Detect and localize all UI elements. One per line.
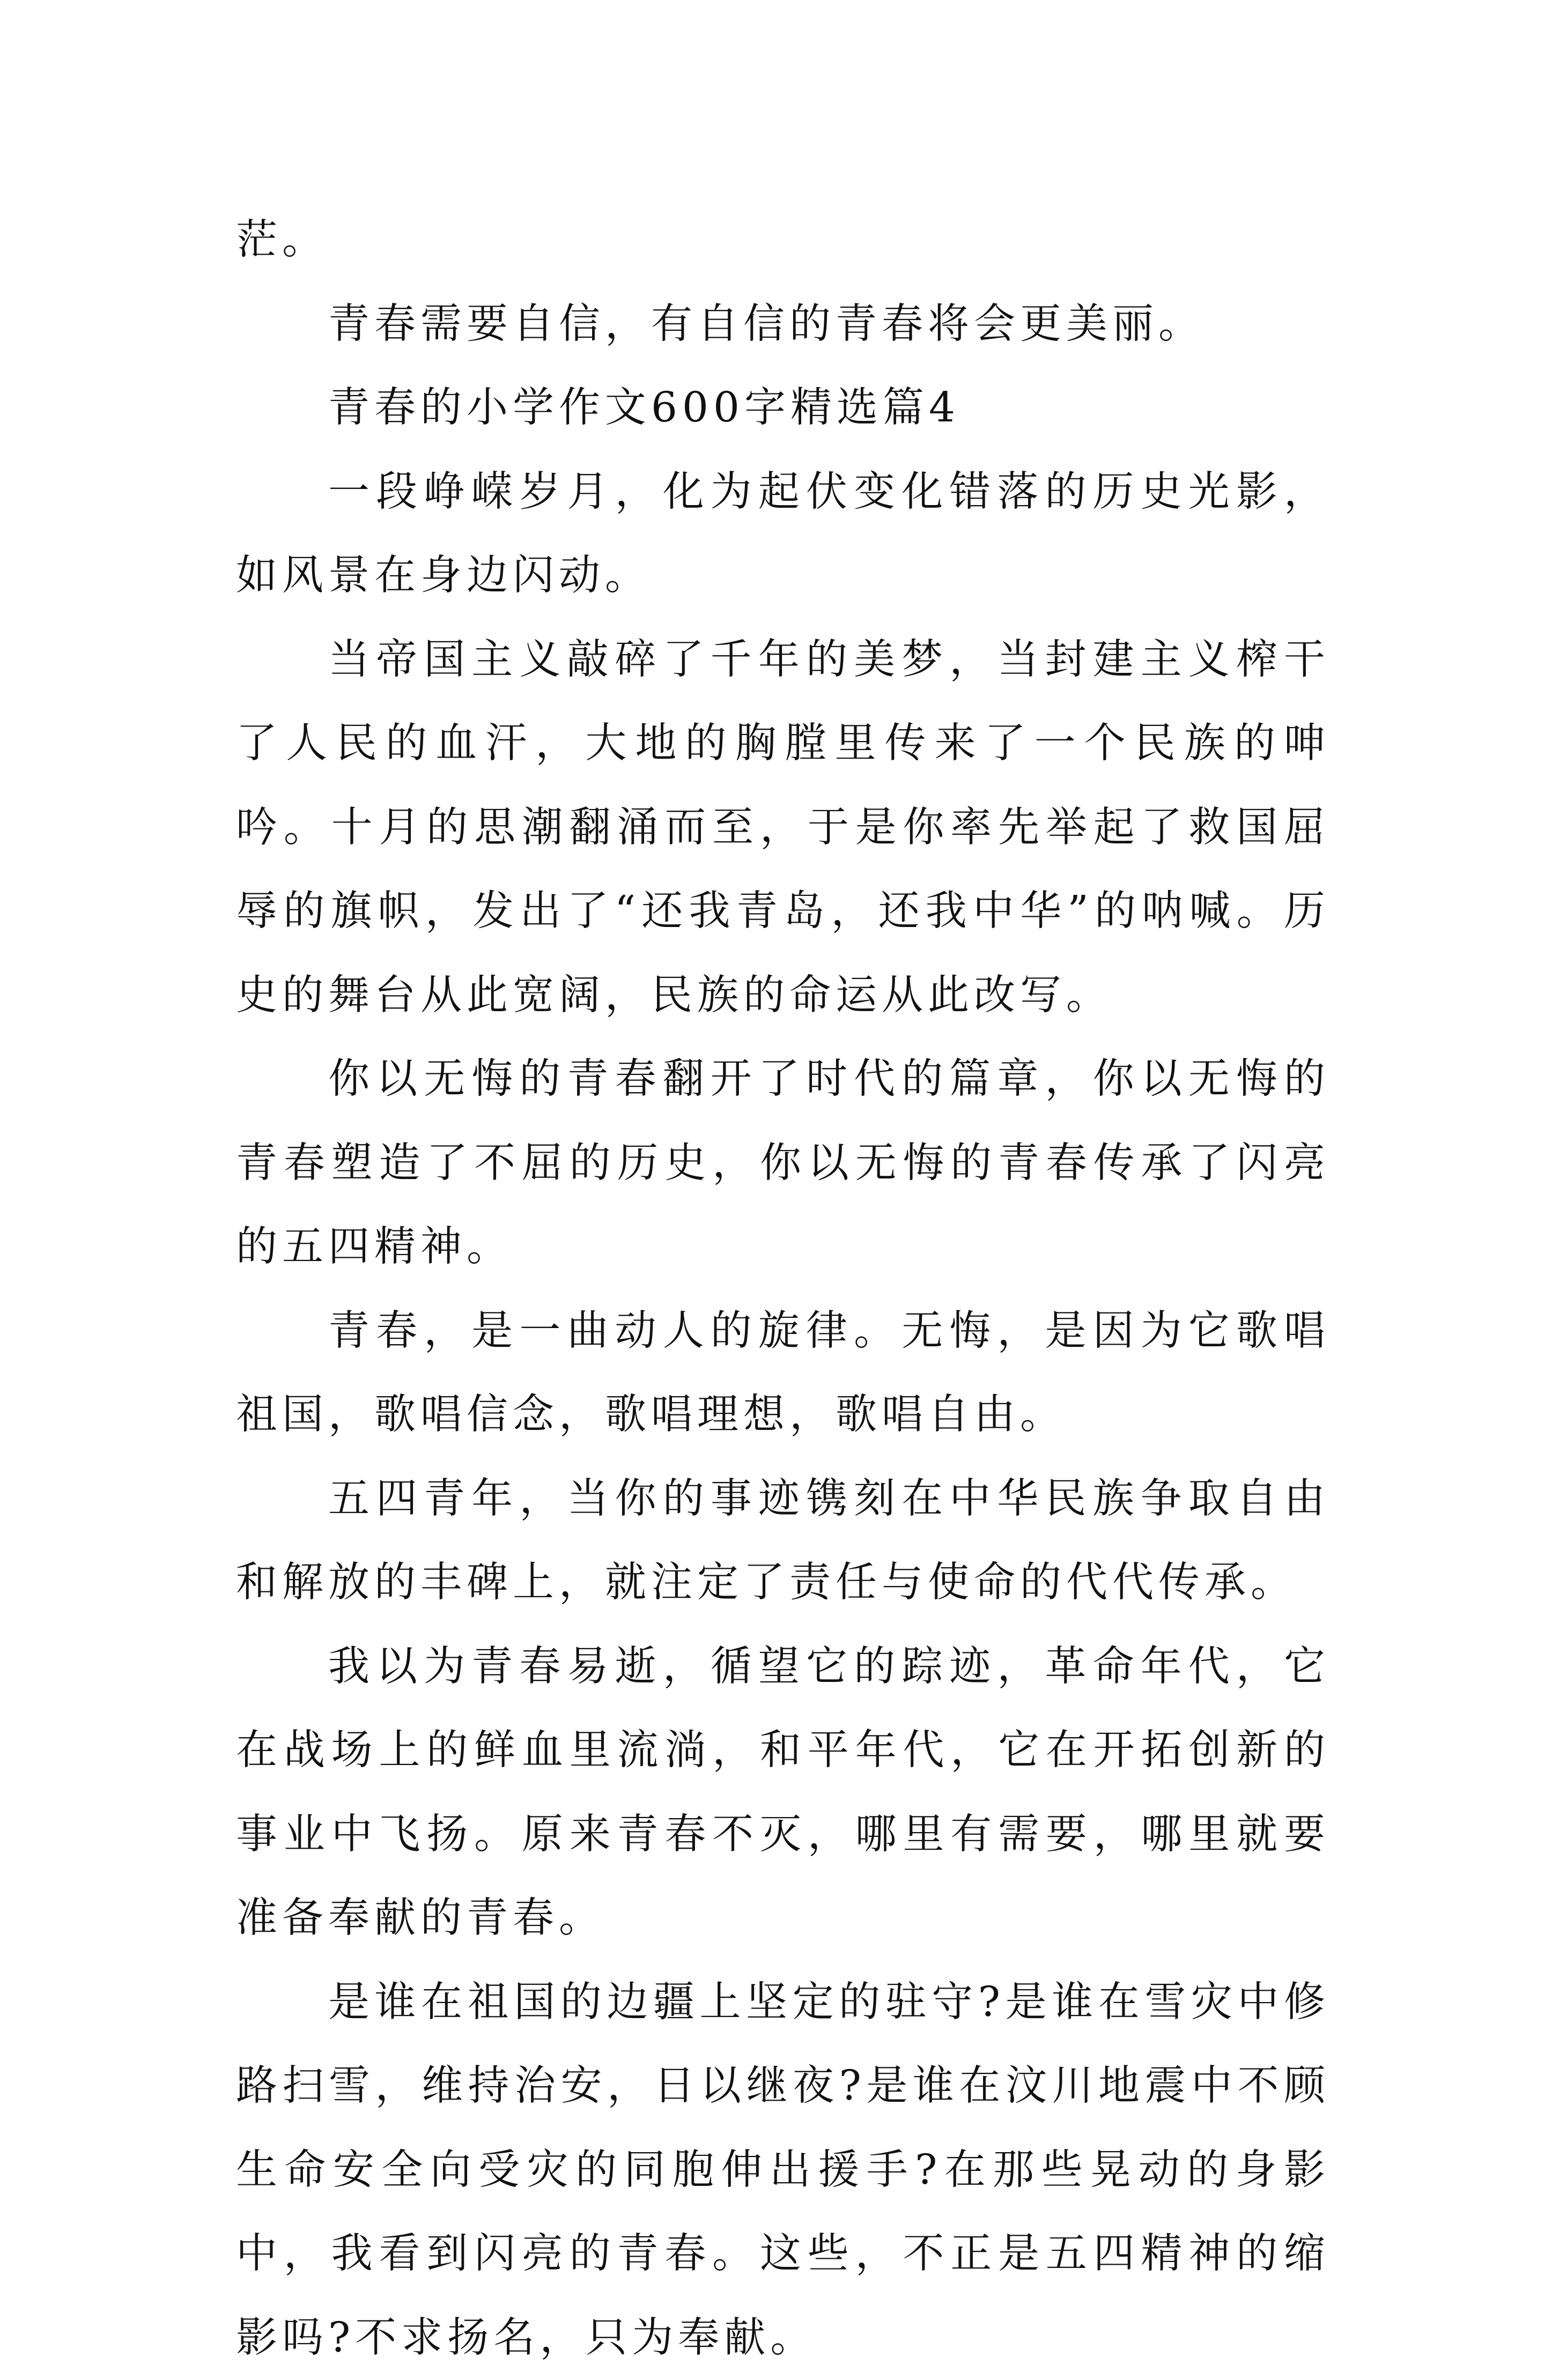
paragraph: 当帝国主义敲碎了千年的美梦，当封建主义榨干了人民的血汗，大地的胸膛里传来了一个民族的呻吟。十月的思潮翻涌而至，于是你率先举起了救国屈辱的旗帜，发出了“还我青岛，还我中华”的呐喊。历史的舞台从此宽阔，民族的命运从此改写。 <box>236 618 1330 1038</box>
paragraph: 是谁在祖国的边疆上坚定的驻守?是谁在雪灾中修路扫雪，维持治安，日以继夜?是谁在汶川地震中不顾生命安全向受灾的同胞伸出援手?在那些晃动的身影中，我看到闪亮的青春。这些，不正是五四精神的缩影吗?不求扬名，只为奉献。 <box>236 1961 1330 2380</box>
paragraph: 我以为青春易逝，循望它的踪迹，革命年代，它在战场上的鲜血里流淌，和平年代，它在开拓创新的事业中飞扬。原来青春不灭，哪里有需要，哪里就要准备奉献的青春。 <box>236 1625 1330 1961</box>
paragraph-continuation: 茫。 <box>236 198 1330 283</box>
paragraph: 一段峥嵘岁月，化为起伏变化错落的历史光影，如风景在身边闪动。 <box>236 450 1330 618</box>
section-heading: 青春的小学作文600字精选篇4 <box>236 366 1330 450</box>
paragraph: 五四青年，当你的事迹镌刻在中华民族争取自由和解放的丰碑上，就注定了责任与使命的代代传承。 <box>236 1457 1330 1625</box>
paragraph: 你以无悔的青春翻开了时代的篇章，你以无悔的青春塑造了不屈的历史，你以无悔的青春传承了闪亮的五四精神。 <box>236 1037 1330 1289</box>
paragraph: 青春需要自信，有自信的青春将会更美丽。 <box>236 283 1330 367</box>
document-body <box>236 198 1330 2380</box>
paragraph: 青春，是一曲动人的旋律。无悔，是因为它歌唱祖国，歌唱信念，歌唱理想，歌唱自由。 <box>236 1289 1330 1457</box>
